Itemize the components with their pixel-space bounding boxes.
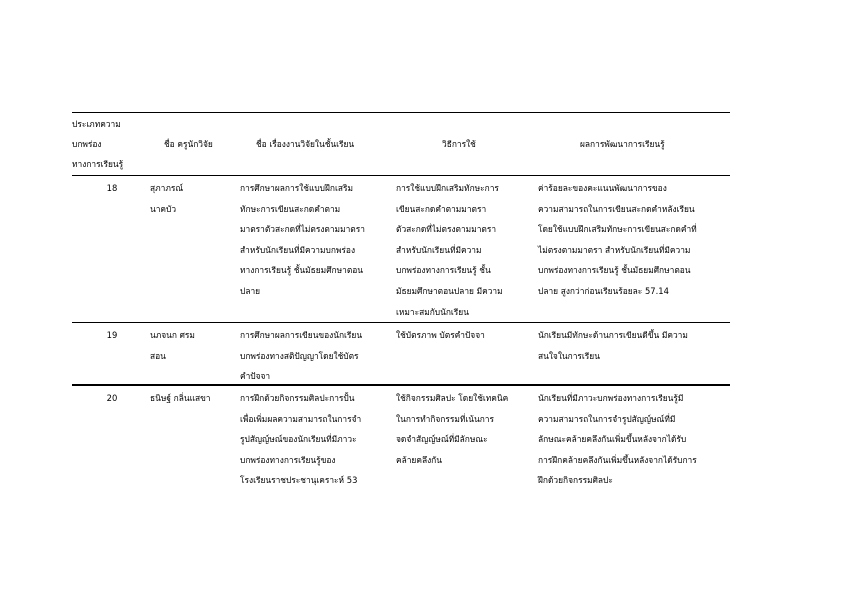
table-cell-result: นักเรียนที่มีภาวะบกพร่องทางการเรียนรู้มี ความสามารถในการจำรูปสัญญ์ษณ์ที่มี ลักษณะคล้ายคลึงกันเพิ่มขึ้นหลังจากได้รับ การฝึกคล้ายคลึงกันเพิ่มขึ้นหลังจากได้รับการ ฝึกด้วยกิจกรรมศิลปะ [538, 393, 697, 486]
header-method: วิธีการใช้ [442, 139, 476, 149]
table-cell-method: ใช้กิจกรรมศิลปะ โดยใช้เทคนิค ในการทำกิจกรรมที่เน้นการ จดจำสัญญ์ษณ์ที่มีลักษณะ คล้ายคลึงกัน [396, 393, 509, 465]
table-row-number: 20 [106, 393, 118, 403]
table-cell-result: นักเรียนมีทักษะด้านการเขียนดีขึ้น มีความ สนใจในการเรียน [538, 330, 688, 361]
header-title: ชื่อ เรื่องงานวิจัยในชั้นเรียน [256, 139, 355, 149]
table-cell-researcher: นภจนก ศรม สอน [150, 330, 195, 361]
table-cell-researcher: ธนิษฐ์ กลิ่นแสขา [150, 393, 211, 403]
table-cell-researcher: สุภาภรณ์ นาคบัว [150, 183, 184, 214]
table-cell-result: ค่าร้อยละของคะแนนพัฒนาการของ ความสามารถในการเขียนสะกดคำหลังเรียน โดยใช้แบบฝึกเสริมทักษะการเขียนสะกดคำที่ ไม่ตรงตามมาตรา สำหรับนักเรียนที่มีความ บกพร่องทางการเรียนรู้ ชั้นมัธยมศึกษาตอน ปลาย สูงกว่าก่อนเรียนร้อยละ 57.14 [538, 183, 697, 296]
table-row-number: 19 [106, 330, 118, 340]
header-bottom-rule [72, 175, 730, 176]
header-researcher: ชื่อ ครูนักวิจัย [164, 139, 213, 149]
header-category: ประเภทความ บกพร่อง ทางการเรียนรู้ [72, 119, 124, 169]
table-top-rule [72, 112, 730, 113]
table-cell-method: การใช้แบบฝึกเสริมทักษะการ เขียนสะกดคำตามมาตรา ตัวสะกดที่ไม่ตรงตามมาตรา สำหรับนักเรียนที่มีความ บกพร่องทางการเรียนรู้ ชั้น มัธยมศึกษาตอนปลาย มีความ เหมาะสมกับนักเรียน [396, 183, 503, 317]
table-cell-title: การศึกษาผลการเขียนของนักเรียน บกพร่องทางสติปัญญาโดยใช้บัตร คำปัจจา [240, 330, 363, 382]
table-row-number: 18 [106, 183, 118, 193]
table-cell-title: การฝึกด้วยกิจกรรมศิลปะการปั้น เพื่อเพิ่มผลความสามารถในการจำ รูปสัญญ์ษณ์ของนักเรียนที่มีภาวะ บกพร่องทางการเรียนรู้ของ โรงเรียนราชประชานุเคราะห์ 53 [240, 393, 362, 486]
row-separator [72, 384, 730, 386]
table-cell-title: การศึกษาผลการใช้แบบฝึกเสริม ทักษะการเขียนสะกดคำตาม มาตราตัวสะกดที่ไม่ตรงตามมาตรา สำหรับนักเรียนที่มีความบกพร่อง ทางการเรียนรู้ ชั้นมัธยมศึกษาตอน ปลาย [240, 183, 365, 296]
header-result: ผลการพัฒนาการเรียนรู้ [580, 139, 665, 149]
table-cell-method: ใช้บัตรภาพ บัตรคำปัจจา [396, 330, 485, 340]
